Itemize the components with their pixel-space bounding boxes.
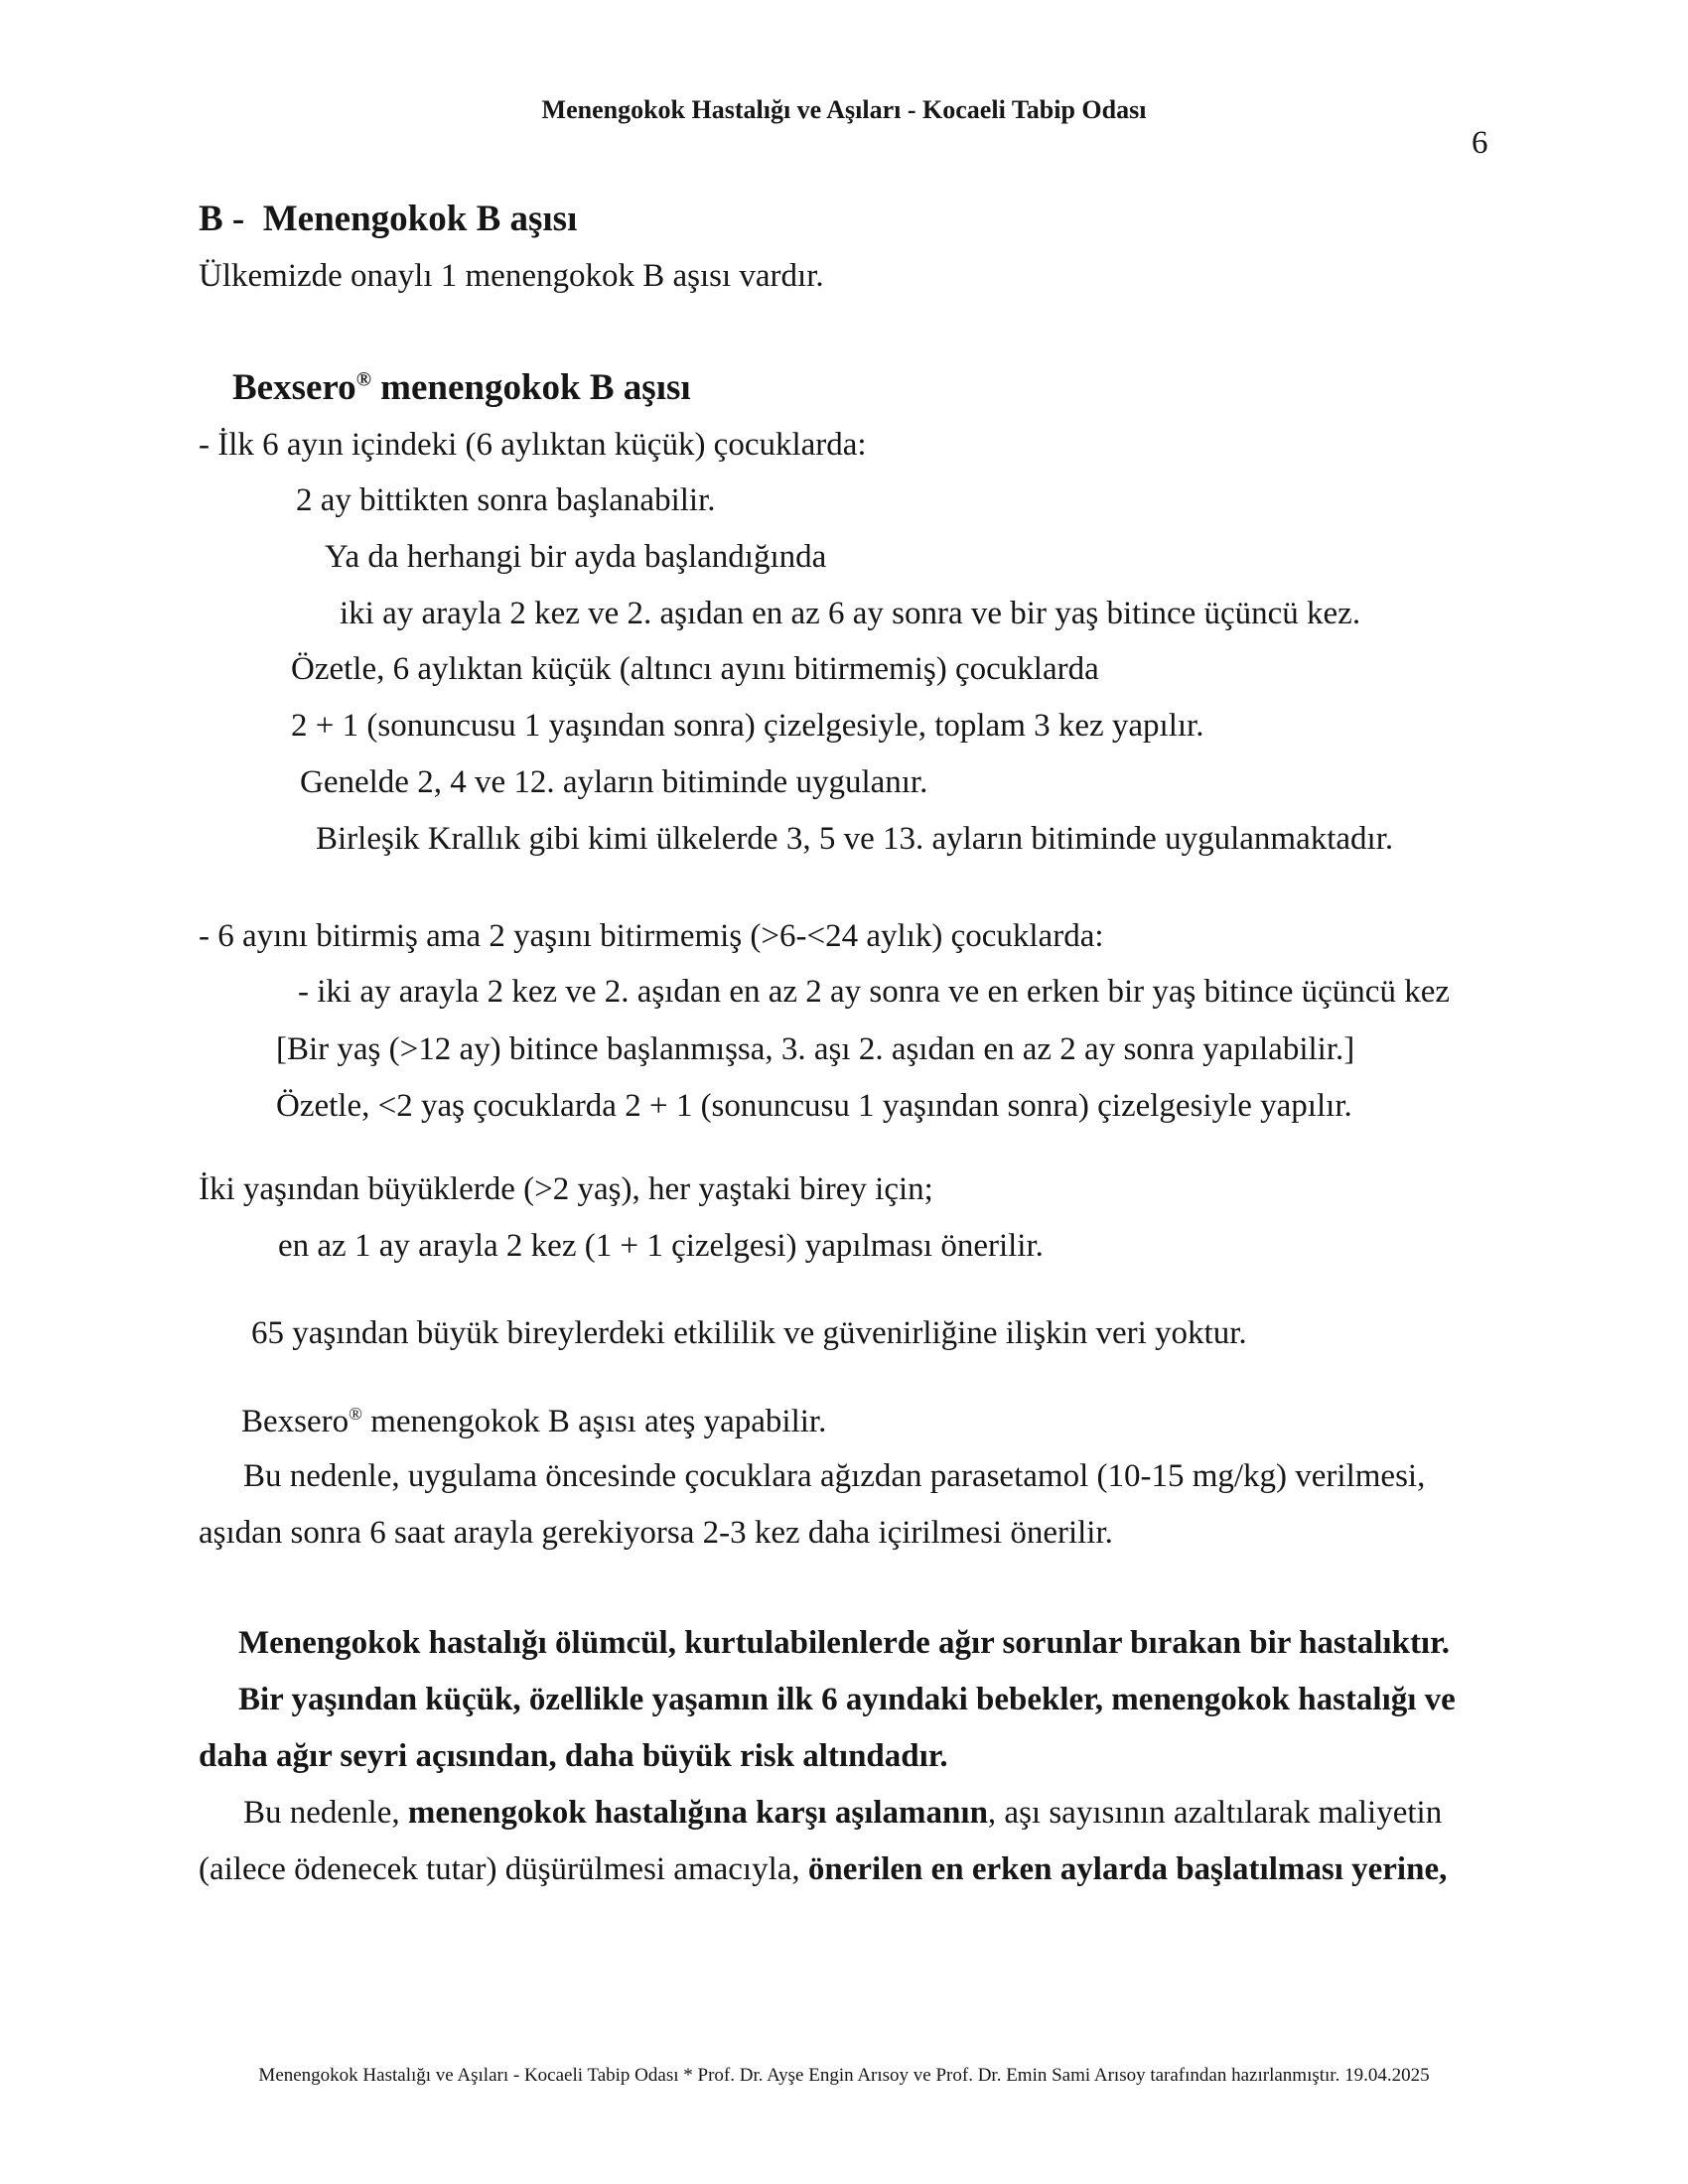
m6to24-line: Özetle, <2 yaş çocuklarda 2 + 1 (sonuncusu 1 yaşından sonra) çizelgesiyle yapılır. <box>276 1088 1352 1124</box>
bexsero-brand-name: Bexsero <box>241 1404 350 1439</box>
page-footer: Menengokok Hastalığı ve Aşıları - Kocaeli Tabip Odası * Prof. Dr. Ayşe Engin Arısoy ve Prof. Dr. Emin Sami Arısoy tarafından hazırlanmıştır. 19.04.2025 <box>258 2065 1430 2086</box>
m6to24-line: [Bir yaş (>12 ay) bitince başlanmışsa, 3. aşı 2. aşıdan en az 2 ay sonra yapılabilir.] <box>276 1031 1355 1067</box>
over65-line: 65 yaşından büyük bireylerdeki etkililik ve güvenirliğine ilişkin veri yoktur. <box>251 1315 1247 1351</box>
bexsero-heading <box>232 360 691 416</box>
section-b-heading: B - Menengokok B aşısı <box>199 199 578 239</box>
under6-line: 2 + 1 (sonuncusu 1 yaşından sonra) çizelgesiyle, toplam 3 kez yapılır. <box>291 708 1204 744</box>
bexsero-brand-name: Bexsero <box>232 367 356 408</box>
fever-line: Bu nedenle, uygulama öncesinde çocuklara ağızdan parasetamol (10-15 mg/kg) verilmesi, <box>243 1458 1426 1494</box>
m6to24-title: - 6 ayını bitirmiş ama 2 yaşını bitirmemiş (>6-<24 aylık) çocuklarda: <box>199 918 1104 954</box>
fever-line-rest: menengokok B aşısı ateş yapabilir. <box>361 1404 827 1439</box>
advice-bold: önerilen en erken aylarda başlatılması yerine, <box>807 1851 1448 1887</box>
advice-pre: Bu nedenle, <box>243 1795 408 1831</box>
warning-line: daha ağır seyri açısından, daha büyük risk altındadır. <box>199 1738 948 1774</box>
fever-line: aşıdan sonra 6 saat arayla gerekiyorsa 2-3 kez daha içirilmesi önerilir. <box>199 1515 1113 1551</box>
advice-post: , aşı sayısının azaltılarak maliyetin <box>987 1795 1443 1831</box>
advice-bold: menengokok hastalığına karşı aşılamanın <box>407 1795 988 1831</box>
over2-line: İki yaşından büyüklerde (>2 yaş), her yaştaki birey için; <box>199 1171 933 1207</box>
m6to24-line: - iki ay arayla 2 kez ve 2. aşıdan en az 2 ay sonra ve en erken bir yaş bitince üçüncü kez <box>298 974 1450 1010</box>
under6-line: Birleşik Krallık gibi kimi ülkelerde 3, 5 ve 13. ayların bitiminde uygulanmaktadır. <box>316 821 1394 857</box>
bexsero-heading-rest: menengokok B aşısı <box>370 367 691 408</box>
under6-line: Özetle, 6 aylıktan küçük (altıncı ayını bitirmemiş) çocuklarda <box>291 651 1099 687</box>
advice-line <box>243 1785 1442 1841</box>
warning-line: Menengokok hastalığı ölümcül, kurtulabilenlerde ağır sorunlar bırakan bir hastalıktır. <box>238 1625 1450 1661</box>
registered-trademark-symbol: ® <box>355 368 371 391</box>
page-number: 6 <box>1472 125 1488 161</box>
page-header-title: Menengokok Hastalığı ve Aşıları - Kocaeli Tabip Odası <box>541 95 1147 124</box>
fever-line <box>241 1394 826 1449</box>
warning-line: Bir yaşından küçük, özellikle yaşamın ilk 6 ayındaki bebekler, menengokok hastalığı ve <box>238 1682 1456 1717</box>
registered-trademark-symbol: ® <box>349 1404 362 1424</box>
advice-line <box>199 1842 1447 1897</box>
under6-title: - İlk 6 ayın içindeki (6 aylıktan küçük) çocuklarda: <box>199 427 867 463</box>
under6-line: 2 ay bittikten sonra başlanabilir. <box>296 482 716 518</box>
over2-line: en az 1 ay arayla 2 kez (1 + 1 çizelgesi) yapılması önerilir. <box>278 1228 1044 1264</box>
under6-line: Genelde 2, 4 ve 12. ayların bitiminde uygulanır. <box>300 764 928 800</box>
intro-line: Ülkemizde onaylı 1 menengokok B aşısı vardır. <box>199 258 824 294</box>
advice-pre: (ailece ödenecek tutar) düşürülmesi amacıyla, <box>199 1851 808 1887</box>
under6-line: Ya da herhangi bir ayda başlandığında <box>325 539 827 575</box>
under6-line: iki ay arayla 2 kez ve 2. aşıdan en az 6 ay sonra ve bir yaş bitince üçüncü kez. <box>340 596 1361 631</box>
